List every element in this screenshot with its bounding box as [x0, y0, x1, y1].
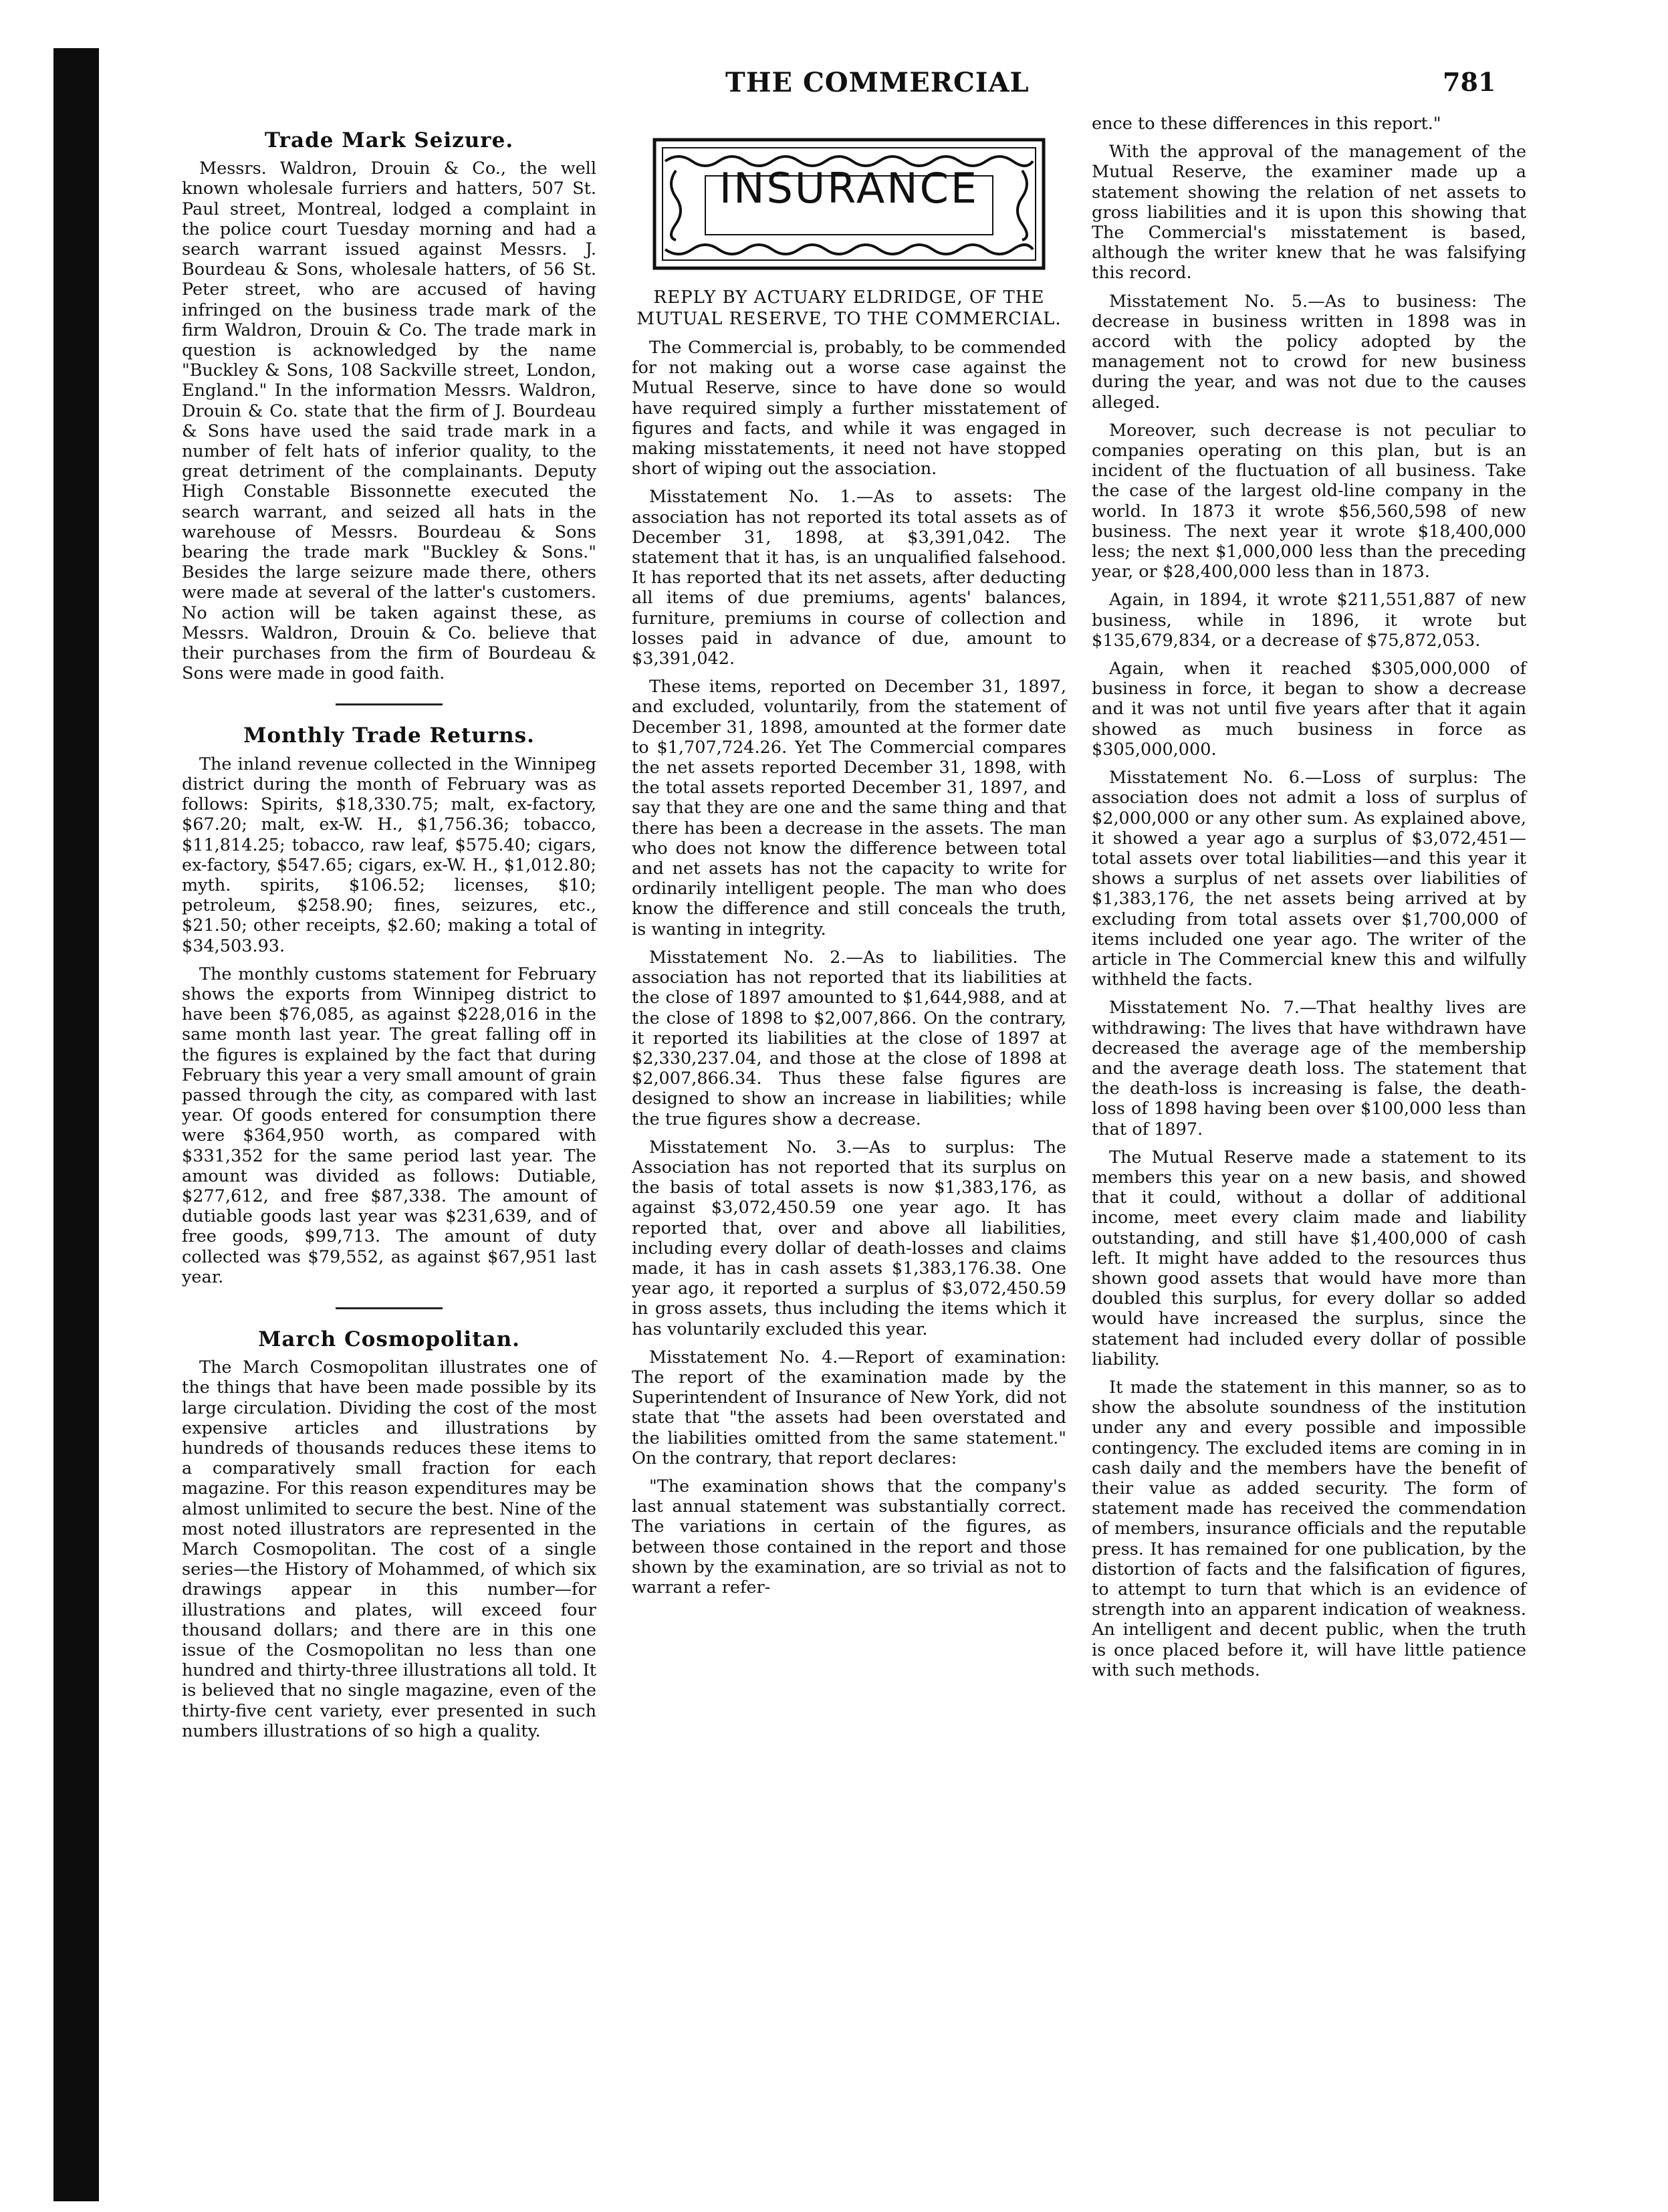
article-paragraph: These items, reported on December 31, 1897, and excluded, voluntarily, from the statement of December 31, 1898, amounted at the former date to $1,707,724.26. Yet The Commercial compares the net assets reported December 31, 1898, with the total assets reported December 31, 1897, and say that they are one and the same thing and that there has been a decrease in the assets. The man who does not know the difference between total and net assets has not the capacity to write for ordinarily intelligent people. The man who does know the difference and still conceals the truth, is wanting in integrity. [632, 677, 1066, 939]
section-divider [336, 1307, 443, 1309]
article-paragraph: Misstatement No. 4.—Report of examination: The report of the examination made by the Superintendent of Insurance of New York, did not state that "the assets had been overstated and the liabilities omitted from the same statement." On the contrary, that report declares: [632, 1347, 1066, 1468]
article-paragraph: Misstatement No. 5.—As to business: The decrease in business written in 1898 was in accord with the policy adopted by the management not to crowd for new business during the year, and was not due to the causes alleged. [1092, 291, 1526, 413]
article-paragraph: Messrs. Waldron, Drouin & Co., the well known wholesale furriers and hatters, 507 St. Paul street, Montreal, lodged a complaint in the police court Tuesday morning and had a search warrant issued against Messrs. J. Bourdeau & Sons, wholesale hatters, of 56 St. Peter street, who are accused of having infringed on the business trade mark of the firm Waldron, Drouin & Co. The trade mark in question is acknowledged by the name "Buckley & Sons, 108 Sackville street, London, England." In the information Messrs. Waldron, Drouin & Co. state that the firm of J. Bourdeau & Sons have used the said trade mark in a number of felt hats of inferior quality, to the great detriment of the complainants. Deputy High Constable Bissonnette executed the search warrant, and seized all hats in the warehouse of Messrs. Bourdeau & Sons bearing the trade mark "Buckley & Sons." Besides the large seizure made there, others were made at several of the latter's customers. No action will be taken against these, as Messrs. Waldron, Drouin & Co. believe that their purchases from the firm of Bourdeau & Sons were made in good faith. [182, 158, 596, 684]
article-paragraph: The Mutual Reserve made a statement to its members this year on a new basis, and showed that it could, without a dollar of additional income, meet every claim made and liability outstanding, and still have $1,400,000 of cash left. It might have added to the resources thus shown good assets that would have more than doubled this surplus, for every dollar so added would have increased the surplus, since the statement had included every dollar of possible liability. [1092, 1147, 1526, 1369]
article-paragraph: Misstatement No. 1.—As to assets: The association has not reported its total assets as of December 31, 1898, at $3,391,042. The statement that it has, is an unqualified falsehood. It has reported that its net assets, after deducting all items of due premiums, agents' balances, furniture, premiums in course of collection and losses paid in advance of due, amount to $3,391,042. [632, 487, 1066, 669]
article-paragraph: Misstatement No. 7.—That healthy lives are withdrawing: The lives that have withdrawn have decreased the average age of the membership and the average death loss. The statement that the death-loss is increasing is false, the death-loss of 1898 having been over $100,000 less than that of 1897. [1092, 998, 1526, 1139]
scan-binding-edge [53, 48, 99, 2201]
article-paragraph: Moreover, such decrease is not peculiar to companies operating on this plan, but is an incident of the fluctuation of all business. Take the case of the largest old-line company in the world. In 1873 it wrote $56,560,598 of new business. The next year it wrote $18,400,000 less; the next $1,000,000 less than the preceding year, or $28,400,000 less than in 1873. [1092, 420, 1526, 582]
article-paragraph: The inland revenue collected in the Winnipeg district during the month of February was as follows: Spirits, $18,330.75; malt, ex-factory, $67.20; malt, ex-W. H., $1,756.36; tobacco, $11,814.25; tobacco, raw leaf, $575.40; cigars, ex-factory, $547.65; cigars, ex-W. H., $1,012.80; myth. spirits, $106.52; licenses, $10; petroleum, $258.90; fines, seizures, etc., $21.50; other receipts, $2.60; making a total of $34,503.93. [182, 754, 596, 956]
page-number: 781 [1443, 67, 1496, 97]
article-paragraph: Again, in 1894, it wrote $211,551,887 of new business, while in 1896, it wrote but $135,679,834, or a decrease of $75,872,053. [1092, 590, 1526, 651]
column-middle [632, 137, 1066, 1606]
section-divider [336, 703, 443, 705]
article-heading: Trade Mark Seizure. [264, 128, 514, 152]
article-paragraph: The March Cosmopolitan illustrates one of the things that have been made possible by its large circulation. Dividing the cost of the most expensive articles and illustrations by hundreds of thousands reduces these items to a comparatively small fraction for each magazine. For this reason expenditures may be almost unlimited to secure the best. Nine of the most noted illustrators are represented in the March Cosmopolitan. The cost of a single series—the History of Mohammed, of which six drawings appear in this number—for illustrations and plates, will exceed four thousand dollars; and there are in this one issue of the Cosmopolitan no less than one hundred and thirty-three illustrations all told. It is believed that no single magazine, even of the thirty-five cent variety, ever presented in such numbers illustrations of so high a quality. [182, 1357, 597, 1741]
article-subheading: REPLY BY ACTUARY ELDRIDGE, OF THE MUTUAL RESERVE, TO THE COMMERCIAL. [636, 288, 1062, 329]
article-paragraph: "The examination shows that the company's last annual statement was substantially correct. The variations in certain of the figures, as between those contained in the report and those shown by the examination, are so trivial as not to warrant a refer- [632, 1476, 1066, 1597]
column-left [182, 130, 596, 1749]
article-heading: March Cosmopolitan. [258, 1327, 520, 1351]
article-paragraph: Misstatement No. 3.—As to surplus: The Association has not reported that its surplus on the basis of total assets is now $1,383,176, as against $3,072,450.59 one year ago. It has reported that, over and above all liabilities, including every dollar of death-losses and claims made, it has in cash assets $1,383,176.38. One year ago, it reported a surplus of $3,072,450.59 in gross assets, thus including the items which it has voluntarily excluded this year. [632, 1137, 1066, 1339]
article-heading: Monthly Trade Returns. [243, 724, 535, 748]
insurance-banner-label: INSURANCE [719, 164, 979, 213]
page-header-title: THE COMMERCIAL [725, 67, 1030, 98]
article-paragraph: Again, when it reached $305,000,000 of business in force, it began to show a decrease and it was not until five years after that it again showed as much business in force as $305,000,000. [1092, 659, 1526, 760]
article-paragraph: It made the statement in this manner, so as to show the absolute soundness of the institution under any and every possible and impossible contingency. The excluded items are coming in in cash daily and the members have the benefit of their value as added security. The form of statement made has received the commendation of members, insurance officials and the reputable press. It has remained for one publication, by the distortion of facts and the falsification of figures, to attempt to turn that which is an evidence of strength into an apparent indication of weakness. An intelligent and decent public, when the truth is once placed before it, will have little patience with such methods. [1092, 1377, 1526, 1680]
article-paragraph: ence to these differences in this report." [1092, 114, 1441, 134]
article-paragraph: The monthly customs statement for February shows the exports from Winnipeg district to have been $76,085, as against $228,016 in the same month last year. The great falling off in the figures is explained by the fact that during February this year a very small amount of grain passed through the city, as compared with last year. Of goods entered for consumption there were $364,950 worth, as compared with $331,352 for the same period last year. The amount was divided as follows: Dutiable, $277,612, and free $87,338. The amount of dutiable goods last year was $231,639, and of free goods, $99,713. The amount of duty collected was $79,552, as against $67,951 last year. [182, 964, 596, 1287]
article-paragraph: With the approval of the management of the Mutual Reserve, the examiner made up a statement showing the relation of net assets to gross liabilities and it is upon this showing that The Commercial's misstatement is based, although the writer knew that he was falsifying this record. [1092, 142, 1526, 284]
article-paragraph: Misstatement No. 2.—As to liabilities. The association has not reported that its liabilities at the close of 1897 amounted to $1,644,988, and at the close of 1898 to $2,007,866. On the contrary, it reported its liabilities at the close of 1897 at $2,330,237.04, and those at the close of 1898 at $2,007,866.34. Thus these false figures are designed to show an increase in liabilities; while the true figures show a decrease. [632, 947, 1066, 1129]
article-paragraph: The Commercial is, probably, to be commended for not making out a worse case against the Mutual Reserve, since to have done so would have required simply a further misstatement of figures and facts, and while it was engaged in making misstatements, it need not have stopped short of wiping out the association. [632, 338, 1066, 479]
insurance-section-banner [652, 137, 1046, 271]
article-paragraph: Misstatement No. 6.—Loss of surplus: The association does not admit a loss of surplus of $2,000,000 or any other sum. As explained above, it showed a year ago a surplus of $3,072,451—total assets over total liabilities—and this year it shows a surplus of net assets over liabilities of $1,383,176, the net assets being arrived at by excluding from total assets over $1,700,000 of items included one year ago. The writer of the article in The Commercial knew this and wilfully withheld the facts. [1092, 768, 1526, 990]
column-right [1092, 114, 1526, 1688]
